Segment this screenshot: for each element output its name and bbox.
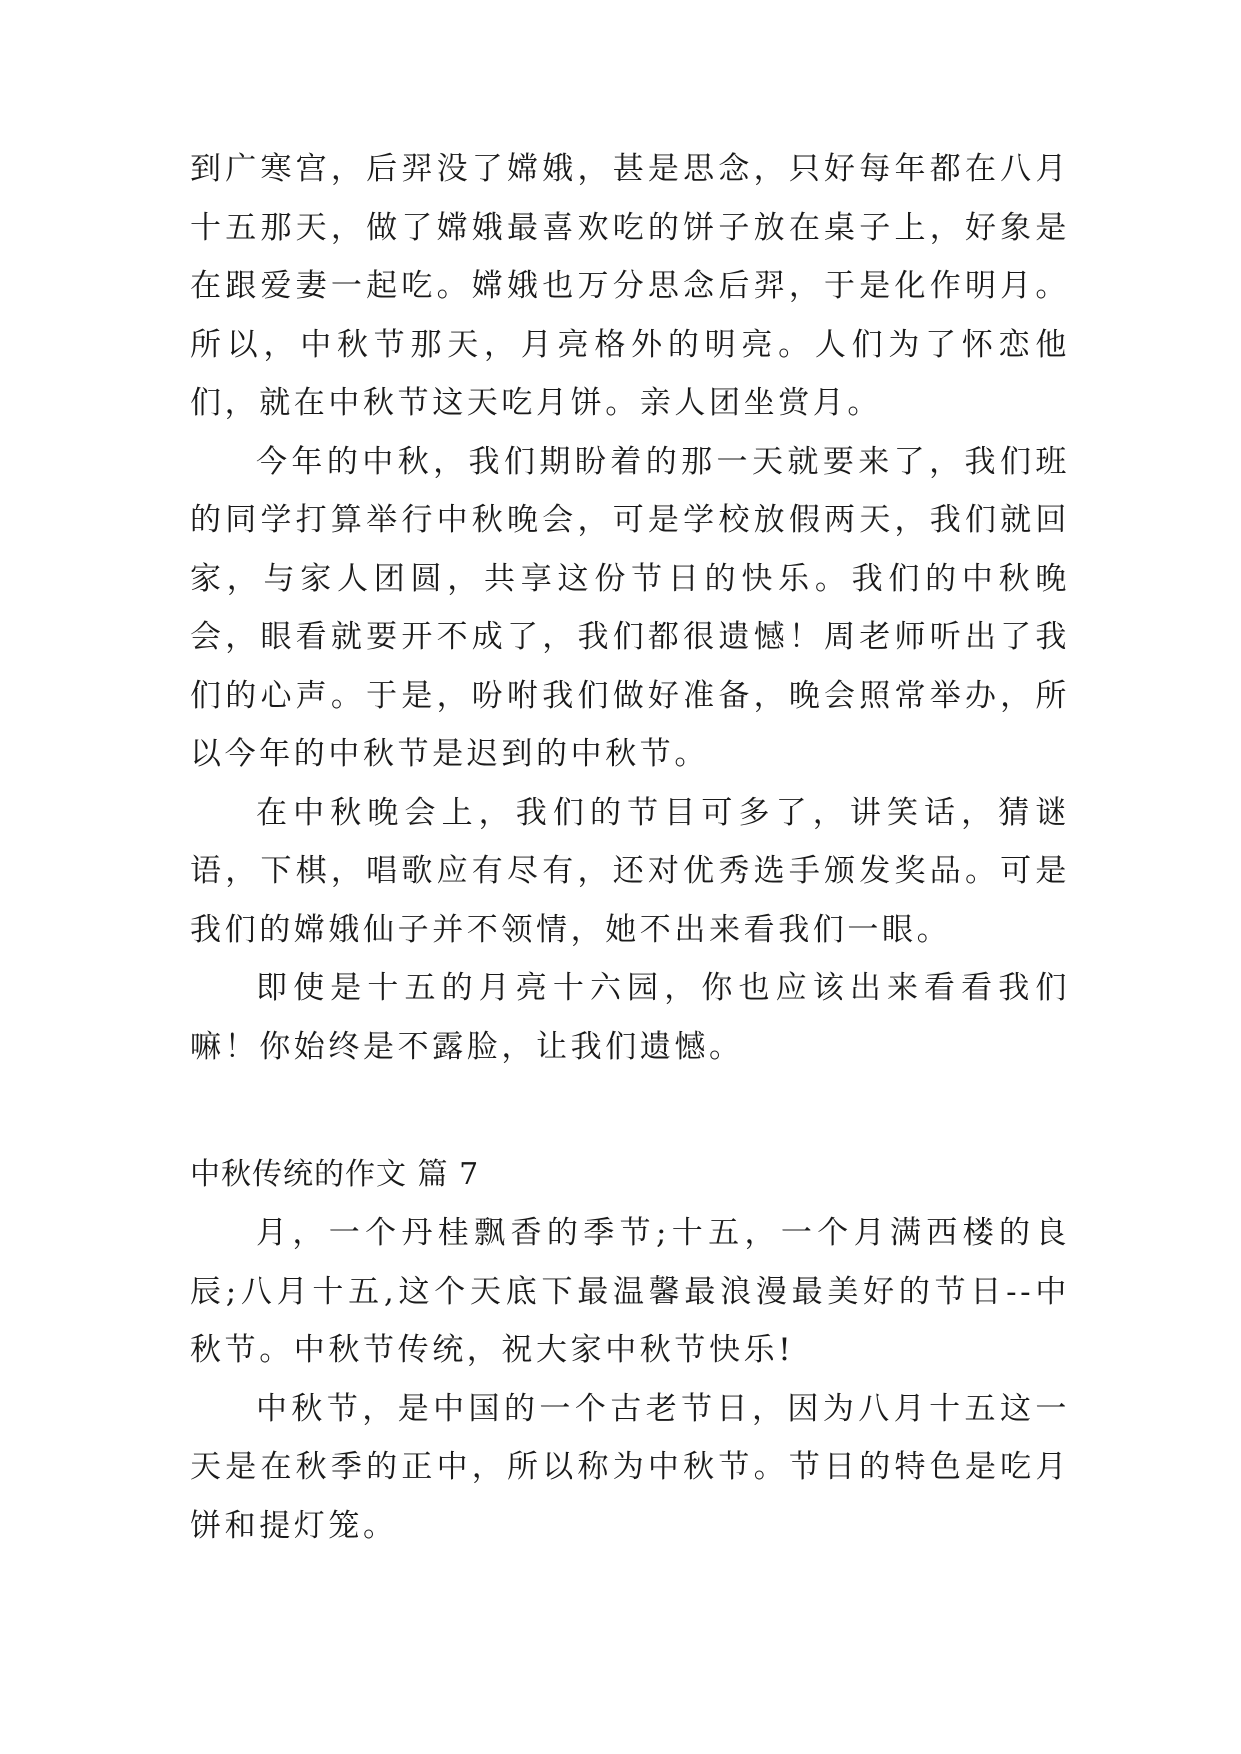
paragraph-legend-continued: 到广寒宫，后羿没了嫦娥，甚是思念，只好每年都在八月十五那天，做了嫦娥最喜欢吃的饼子放在桌子上，好象是在跟爱妻一起吃。嫦娥也万分思念后羿，于是化作明月。所以，中秋节那天，月亮格外的明亮。人们为了怀恋他们，就在中秋节这天吃月饼。亲人团坐赏月。 [190,151,1070,421]
section-spacer [190,1076,1070,1146]
paragraph-mid-autumn-origin: 中秋节，是中国的一个古老节日，因为八月十五这一天是在秋季的正中，所以称为中秋节。节日的特色是吃月饼和提灯笼。 [190,1390,1070,1544]
paragraph-this-year-festival: 今年的中秋，我们期盼着的那一天就要来了，我们班的同学打算举行中秋晚会，可是学校放假两天，我们就回家，与家人团圆，共享这份节日的快乐。我们的中秋晚会，眼看就要开不成了，我们都很遗憾！周老师听出了我们的心声。于是，吩咐我们做好准备，晚会照常举办，所以今年的中秋节是迟到的中秋节。 [190,443,1070,772]
section-heading: 中秋传统的作文 篇 7 [190,1157,480,1192]
paragraph-gala-program: 在中秋晚会上，我们的节目可多了，讲笑话，猜谜语，下棋，唱歌应有尽有，还对优秀选手颁发奖品。可是我们的嫦娥仙子并不领情，她不出来看我们一眼。 [190,794,1070,948]
document-body [190,140,1070,1555]
paragraph-mid-autumn-intro: 月，一个丹桂飘香的季节;十五，一个月满西楼的良辰;八月十五,这个天底下最温馨最浪漫最美好的节日--中秋节。中秋节传统，祝大家中秋节快乐! [190,1215,1070,1368]
paragraph-moon-appeal: 即使是十五的月亮十六园，你也应该出来看看我们嘛！你始终是不露脸，让我们遗憾。 [190,970,1070,1065]
